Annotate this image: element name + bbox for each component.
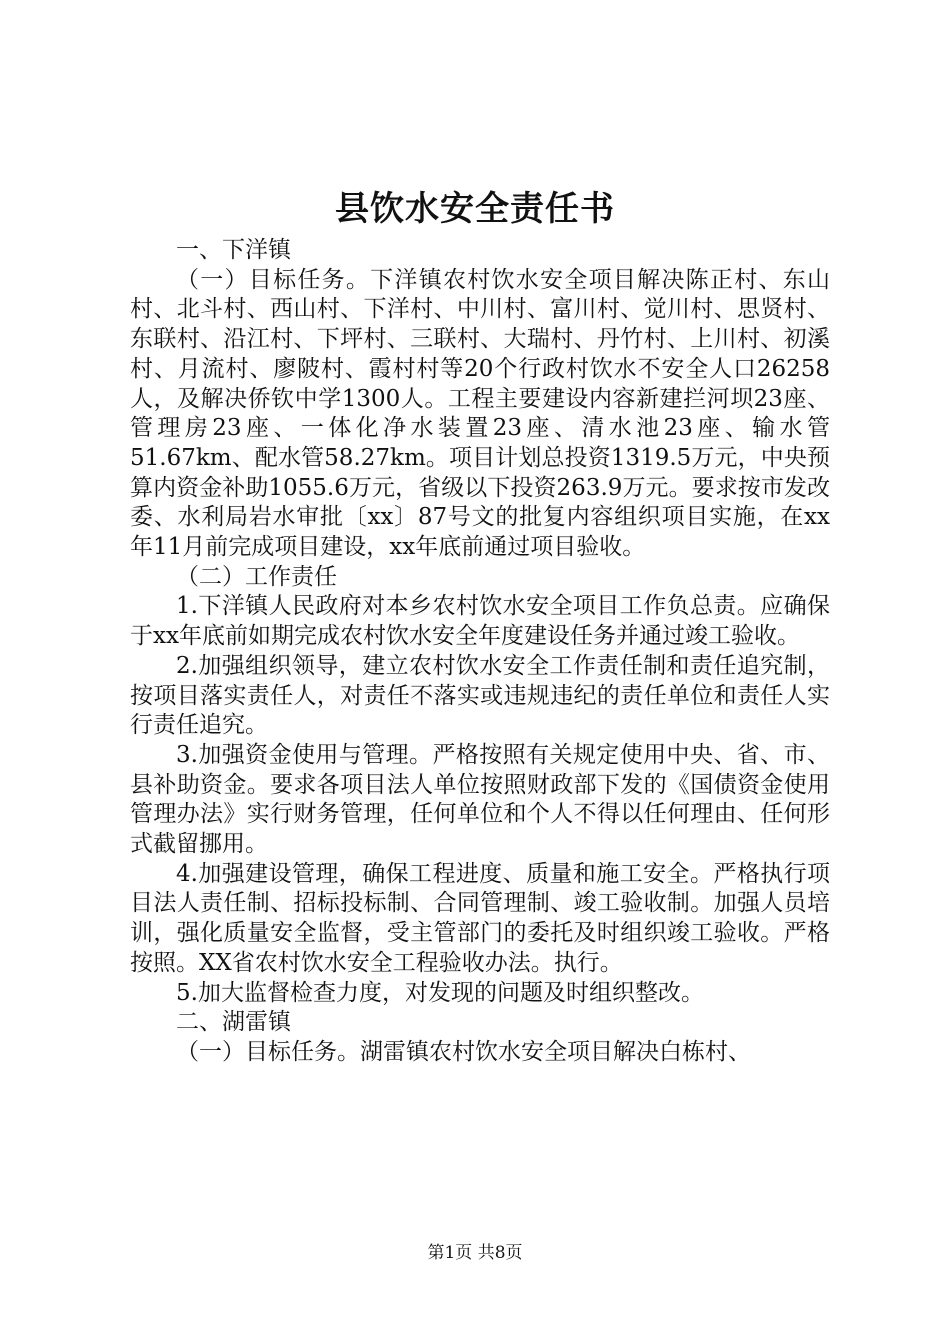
responsibility-item-4: 4.加强建设管理，确保工程进度、质量和施工安全。严格执行项目法人责任制、招标投标制、合同管理制、竣工验收制。加强人员培训，强化质量安全监督，受主管部门的委托及时组织竣工验收。严格按照。XX省农村饮水安全工程验收办法。执行。 <box>130 860 830 976</box>
subsection-goal-xiayang: （一）目标任务。下洋镇农村饮水安全项目解决陈正村、东山村、北斗村、西山村、下洋村、中川村、富川村、觉川村、思贤村、东联村、沿江村、下坪村、三联村、大瑞村、丹竹村、上川村、初溪村、月流村、廖陂村、霞村村等20个行政村饮水不安全人口26258人，及解决侨钦中学1300人。工程主要建设内容新建拦河坝23座、管理房23座、一体化净水装置23座、清水池23座、输水管51.67km、配水管58.27km。项目计划总投资1319.5万元，中央预算内资金补助1055.6万元，省级以下投资263.9万元。要求按市发改委、水利局岩水审批〔xx〕87号文的批复内容组织项目实施，在xx年11月前完成项目建设，xx年底前通过项目验收。 <box>130 266 830 561</box>
document-title: 县饮水安全责任书 <box>335 189 615 229</box>
responsibility-item-5: 5.加大监督检查力度，对发现的问题及时组织整改。 <box>176 979 704 1006</box>
subsection-goal-hulei: （一）目标任务。湖雷镇农村饮水安全项目解决白栋村、 <box>176 1038 751 1065</box>
section-heading-hulei: 二、湖雷镇 <box>176 1009 291 1036</box>
section-heading-xiayang: 一、下洋镇 <box>176 237 291 263</box>
responsibility-item-2: 2.加强组织领导，建立农村饮水安全工作责任制和责任追究制，按项目落实责任人，对责任不落实或违规违纪的责任单位和责任人实行责任追究。 <box>130 652 830 739</box>
document-body <box>130 236 830 1068</box>
subsection-heading-responsibility: （二）工作责任 <box>176 563 337 590</box>
page-number-footer: 第1页 共8页 <box>427 1243 523 1263</box>
responsibility-item-1: 1.下洋镇人民政府对本乡农村饮水安全项目工作负总责。应确保于xx年底前如期完成农村饮水安全年度建设任务并通过竣工验收。 <box>130 593 830 650</box>
responsibility-item-3: 3.加强资金使用与管理。严格按照有关规定使用中央、省、市、县补助资金。要求各项目法人单位按照财政部下发的《国债资金使用管理办法》实行财务管理，任何单位和个人不得以任何理由、任何形式截留挪用。 <box>130 741 830 858</box>
